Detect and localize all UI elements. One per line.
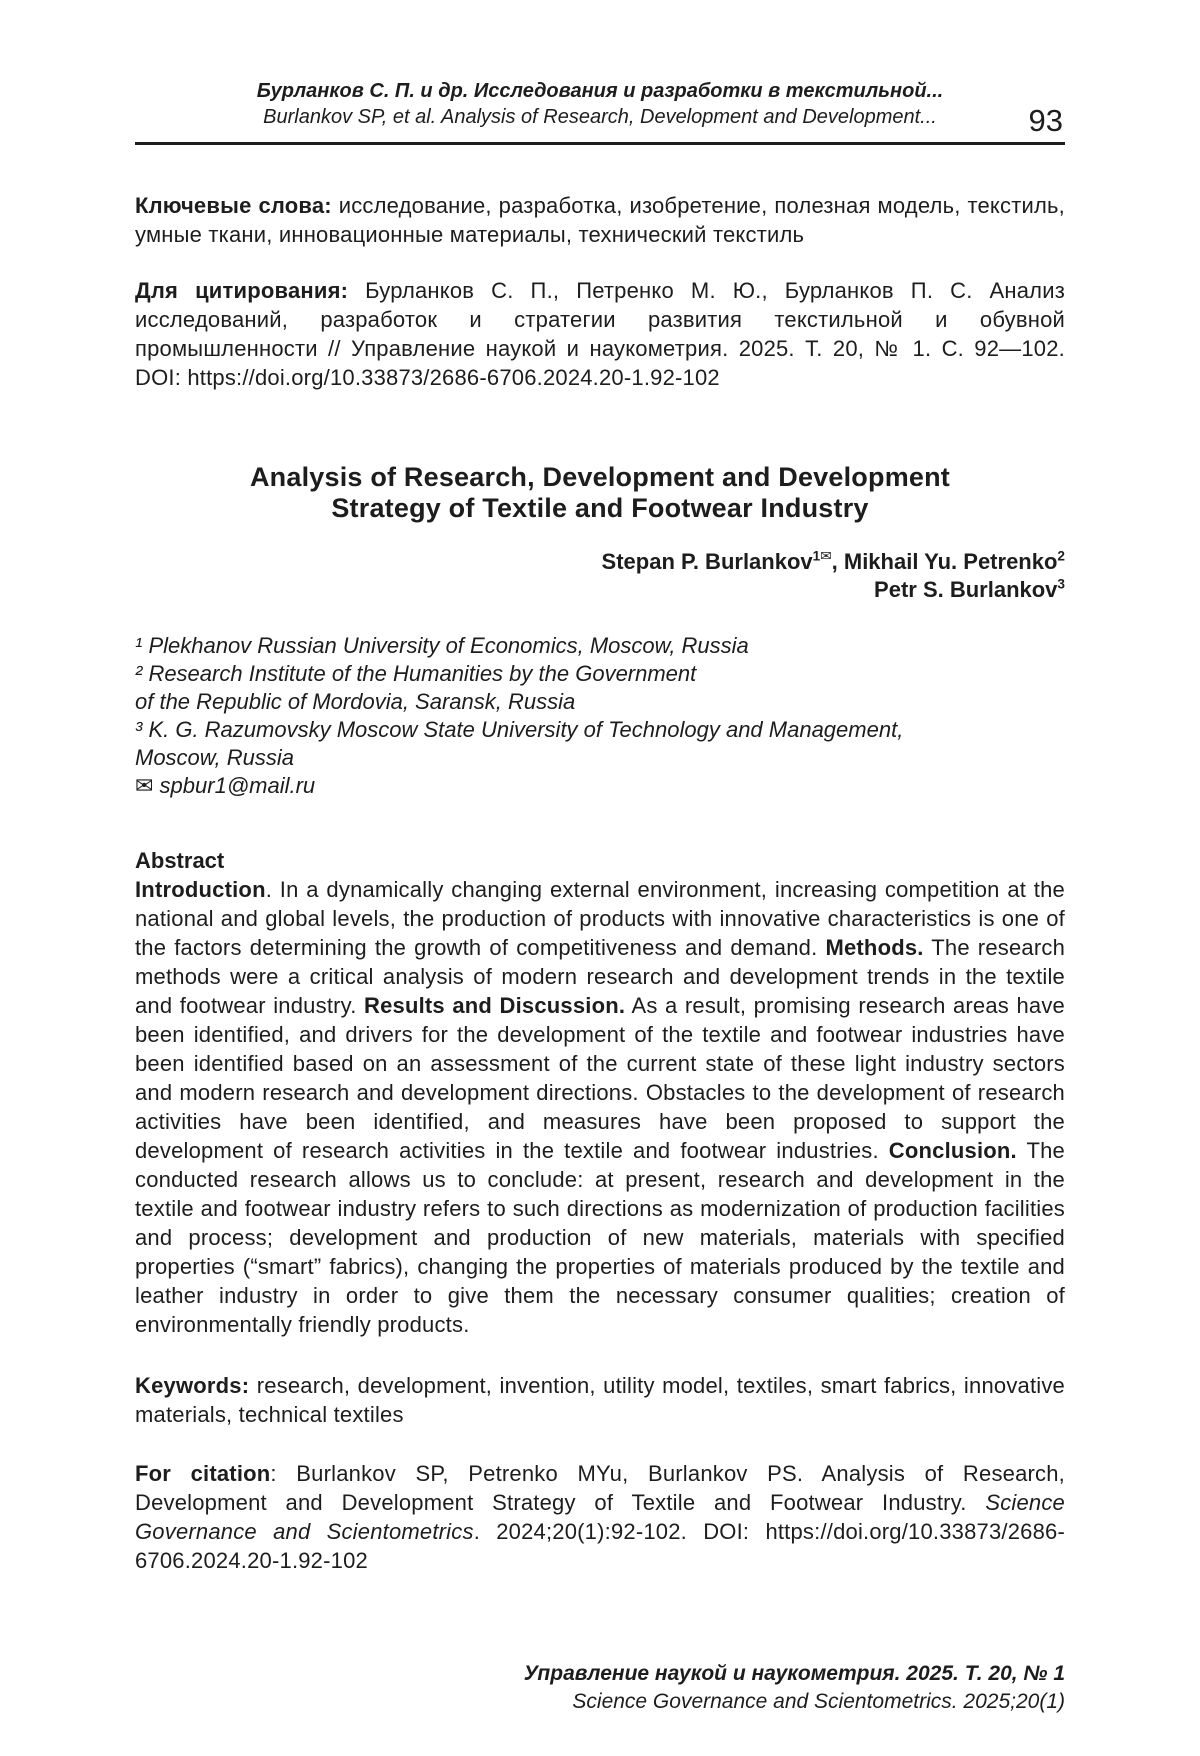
article-title-line-2: Strategy of Textile and Footwear Industry: [331, 493, 869, 523]
affiliation-line: ¹ Plekhanov Russian University of Economics, Moscow, Russia: [135, 633, 749, 658]
footer-journal-ru: Управление наукой и наукометрия. 2025. Т. 20, № 1: [523, 1662, 1065, 1685]
affiliation-line: Moscow, Russia: [135, 745, 294, 770]
keywords-ru-paragraph: Ключевые слова: исследование, разработка, изобретение, полезная модель, текстиль, умные ткани, инновационные материалы, технический текстиль: [135, 193, 1065, 247]
page-number: 93: [1028, 103, 1063, 138]
author-email: ✉ spbur1@mail.ru: [135, 773, 316, 798]
abstract-paragraph: Introduction. In a dynamically changing external environment, increasing competition at the national and global levels, the production of products with innovative characteristics is one of the factors determining the growth of competitiveness and demand. Methods. The research methods were a critical analysis of modern research and development trends in the textile and footwear industry. Results and Discussion. As a result, promising research areas have been identified, and drivers for the development of the textile and footwear industries have been identified based on an assessment of the current state of these light industry sectors and modern research and development directions. Obstacles to the development of research activities have been identified, and measures have been proposed to support the development of research activities in the textile and footwear industries. Conclusion. The conducted research allows us to conclude: at present, research and development in the textile and footwear industry refers to such directions as modernization of production facilities and process; development and production of new materials, materials with specified properties (“smart” fabrics), changing the properties of materials produced by the textile and leather industry in order to give them the necessary consumer qualities; creation of environmentally friendly products.: [135, 877, 1065, 1337]
authors-line-2: Petr S. Burlankov$^3$: [874, 576, 1065, 602]
keywords-en-paragraph: Keywords: research, development, invention, utility model, textiles, smart fabrics, innovative materials, technical textiles: [135, 1373, 1065, 1427]
authors-line-1: Stepan P. Burlankov$^{1✉}$, Mikhail Yu. Petrenko$^2$: [601, 548, 1065, 574]
affiliation-line: ³ K. G. Razumovsky Moscow State University of Technology and Management,: [135, 717, 904, 742]
page-header: [135, 78, 1065, 138]
running-title-ru: Бурланков С. П. и др. Исследования и разработки в текстильной...: [256, 80, 944, 102]
affiliations-block: [135, 632, 1065, 800]
header-rule: [135, 142, 1065, 145]
affiliation-line: of the Republic of Mordovia, Saransk, Russia: [135, 689, 576, 714]
page-footer: [524, 1660, 1065, 1716]
article-title: [135, 462, 1065, 524]
citation-ru-paragraph: Для цитирования: Бурланков С. П., Петренко М. Ю., Бурланков П. С. Анализ исследований, разработок и стратегии развития текстильной и обувной промышленности // Управление наукой и наукометрия. 2025. Т. 20, № 1. С. 92—102. DOI: https://doi.org/10.33873/2686-6706.2024.20-1.92-102: [135, 278, 1065, 390]
affiliation-line: ² Research Institute of the Humanities by the Government: [135, 661, 697, 686]
footer-journal-en: Science Governance and Scientometrics. 2025;20(1): [572, 1690, 1065, 1713]
article-title-line-1: Analysis of Research, Development and Development: [249, 462, 950, 492]
abstract-heading: Abstract: [135, 848, 225, 873]
citation-en-paragraph: For citation: Burlankov SP, Petrenko MYu, Burlankov PS. Analysis of Research, Development and Development Strategy of Textile and Footwear Industry. Science Governance and Scientometrics. 2024;20(1):92-102. DOI: https://doi.org/10.33873/2686-6706.2024.20-1.92-102: [135, 1461, 1065, 1573]
running-title-en: Burlankov SP, et al. Analysis of Research, Development and Development...: [263, 106, 937, 128]
authors-block: [135, 548, 1065, 604]
